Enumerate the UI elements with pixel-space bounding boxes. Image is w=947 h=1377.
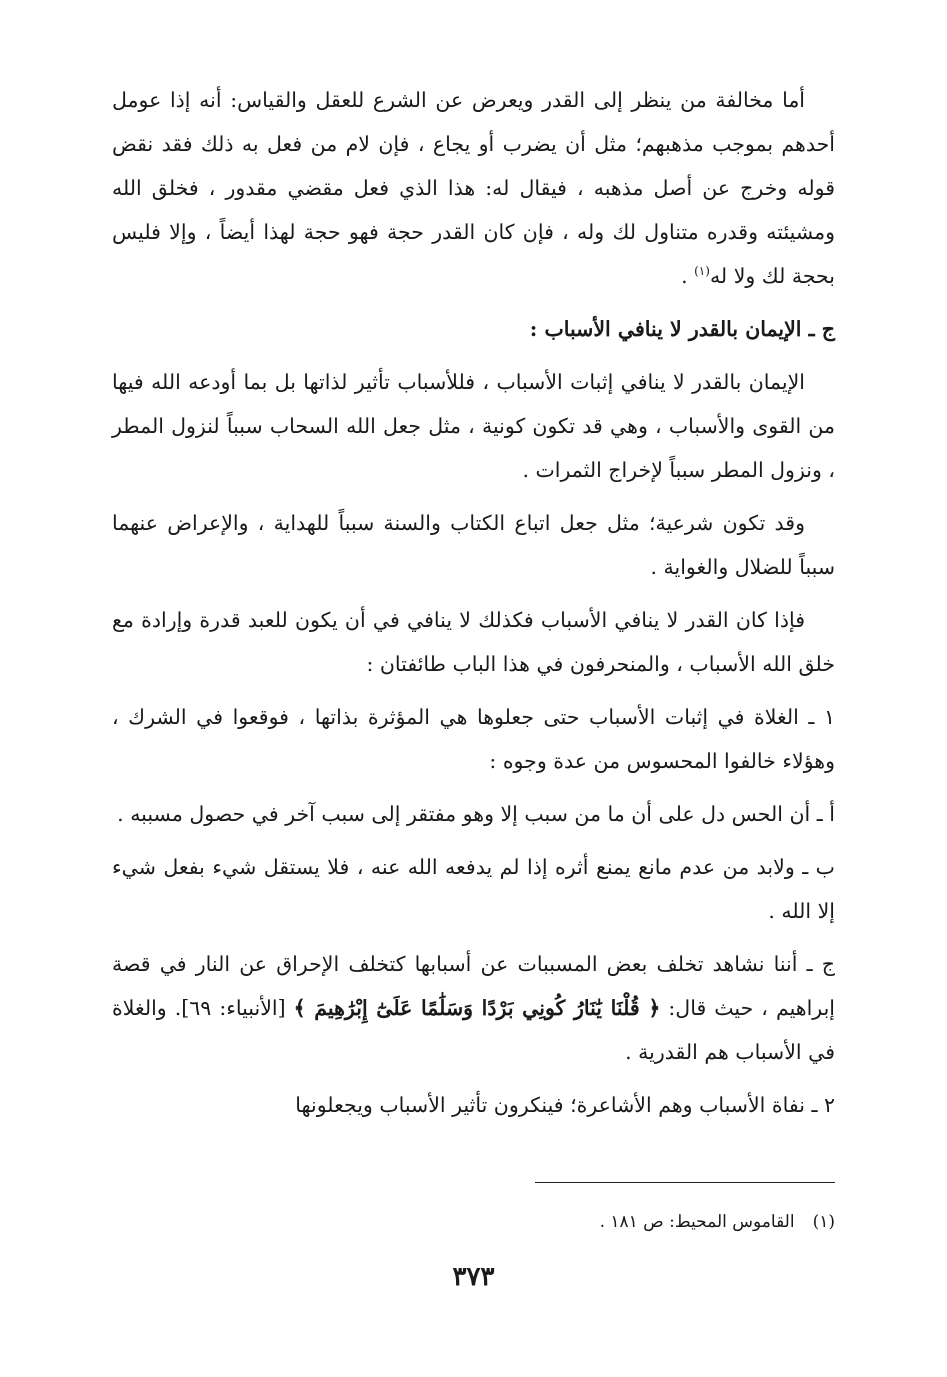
list-item-b: ب ـ ولابد من عدم مانع يمنع أثره إذا لم يدفعه الله عنه ، فلا يستقل شيء بفعل شيء إلا الله .	[112, 855, 835, 923]
list-item-c	[112, 942, 835, 1074]
section-heading: ج ـ الإيمان بالقدر لا ينافي الأسباب :	[529, 317, 835, 341]
list-item-1: ١ ـ الغلاة في إثبات الأسباب حتى جعلوها هي المؤثرة بذاتها ، فوقعوا في الشرك ، وهؤلاء خالفوا المحسوس من عدة وجوه :	[112, 705, 835, 773]
footnote-reference: (١)	[694, 264, 710, 279]
quran-verse: ﴿ قُلْنَا يَٰنَارُ كُونِي بَرْدًا وَسَلَٰمًا عَلَىٰٓ إِبْرَٰهِيمَ ﴾	[293, 996, 661, 1020]
list-item-2: ٢ ـ نفاة الأسباب وهم الأشاعرة؛ فينكرون تأثير الأسباب ويجعلونها	[295, 1093, 835, 1117]
list-item-c-citation: [الأنبياء: ٦٩]. والغلاة في الأسباب هم القدرية .	[112, 996, 835, 1064]
footnote	[112, 1208, 835, 1236]
list-item-c-text: ج ـ أننا نشاهد تخلف بعض المسببات عن أسبابها كتخلف الإحراق عن النار في قصة إبراهيم ، حيث قال:	[112, 952, 835, 1020]
page-number: ٣٧٣	[452, 1262, 495, 1292]
main-text	[112, 78, 835, 1136]
footnote-text: القاموس المحيط: ص ١٨١ .	[599, 1212, 795, 1232]
paragraph-1-end: .	[681, 264, 695, 288]
paragraph-4: فإذا كان القدر لا ينافي الأسباب فكذلك لا ينافي في أن يكون للعبد قدرة وإرادة مع خلق الله الأسباب ، والمنحرفون في هذا الباب طائفتان :	[112, 608, 835, 676]
paragraph-1	[112, 78, 835, 298]
footnote-divider	[535, 1182, 835, 1183]
footnote-number: (١)	[812, 1212, 835, 1232]
paragraph-1-text: أما مخالفة من ينظر إلى القدر ويعرض عن الشرع للعقل والقياس: أنه إذا عومل أحدهم بموجب مذهبهم؛ مثل أن يضرب أو يجاع ، فإن لام من فعل به ذلك فقد نقض قوله وخرج عن أصل مذهبه ، فيقال له: هذا الذي فعل مقضي مقدور ، فخلق الله ومشيئته وقدره متناول لك وله ، فإن كان القدر حجة فهو حجة لهذا أيضاً ، وإلا فليس بحجة لك ولا له	[112, 88, 835, 288]
paragraph-3: وقد تكون شرعية؛ مثل جعل اتباع الكتاب والسنة سبباً للهداية ، والإعراض عنهما سبباً للضلال والغواية .	[112, 511, 835, 579]
list-item-a: أ ـ أن الحس دل على أن ما من سبب إلا وهو مفتقر إلى سبب آخر في حصول مسببه .	[117, 802, 835, 826]
paragraph-2: الإيمان بالقدر لا ينافي إثبات الأسباب ، فللأسباب تأثير لذاتها بل بما أودعه الله فيها من القوى والأسباب ، وهي قد تكون كونية ، مثل جعل الله السحاب سبباً لنزول المطر ، ونزول المطر سبباً لإخراج الثمرات .	[112, 370, 835, 482]
